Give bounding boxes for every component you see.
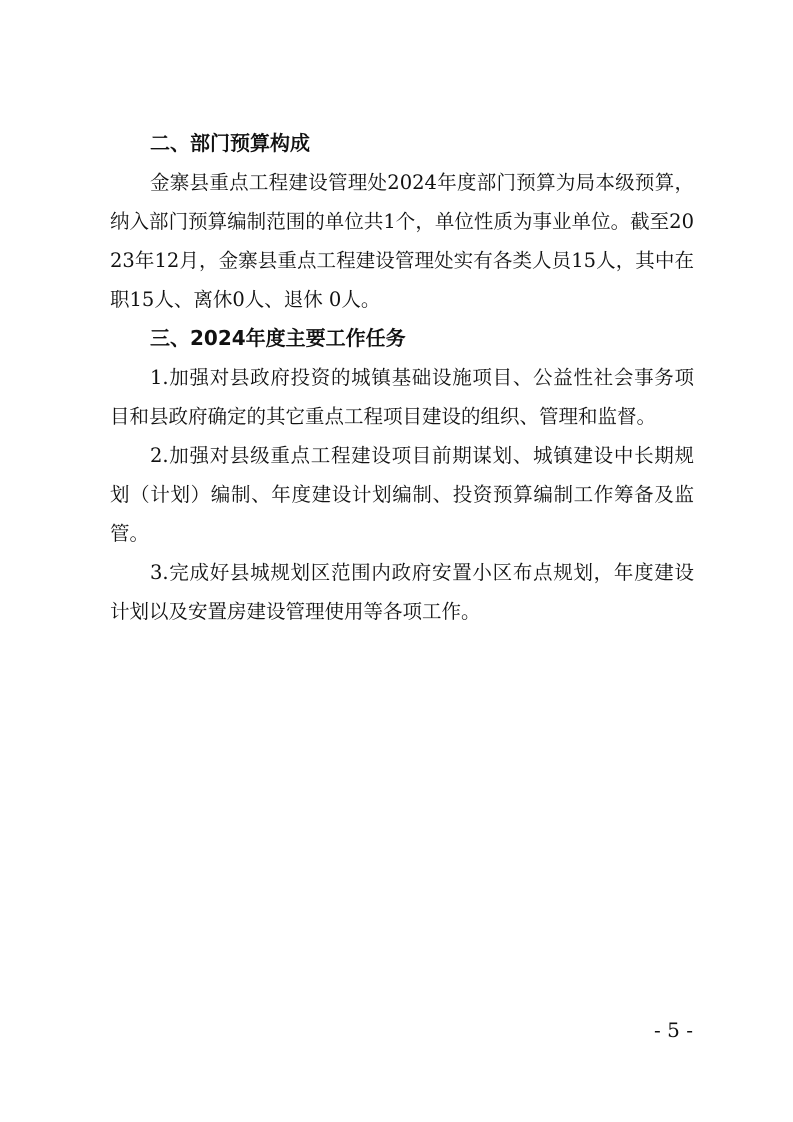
task-item-2: 2.加强对县级重点工程建设项目前期谋划、城镇建设中长期规划（计划）编制、年度建设计划编制、投资预算编制工作筹备及监管。 <box>110 444 694 545</box>
section-heading-budget-composition: 二、部门预算构成 <box>150 131 310 155</box>
task-item-1: 1.加强对县政府投资的城镇基础设施项目、公益性社会事务项目和县政府确定的其它重点工程项目建设的组织、管理和监督。 <box>110 366 694 428</box>
task-item-3: 3.完成好县城规划区范围内政府安置小区布点规划，年度建设计划以及安置房建设管理使用等各项工作。 <box>110 561 694 623</box>
page-content <box>110 124 694 631</box>
budget-composition-paragraph: 金寨县重点工程建设管理处2024年度部门预算为局本级预算，纳入部门预算编制范围的单位共1个，单位性质为事业单位。截至2023年12月，金寨县重点工程建设管理处实有各类人员15人，其中在职15人、离休0人、退休 0人。 <box>110 171 694 311</box>
page-number: - 5 - <box>654 1018 693 1042</box>
section-heading-main-tasks: 三、2024年度主要工作任务 <box>150 326 406 350</box>
